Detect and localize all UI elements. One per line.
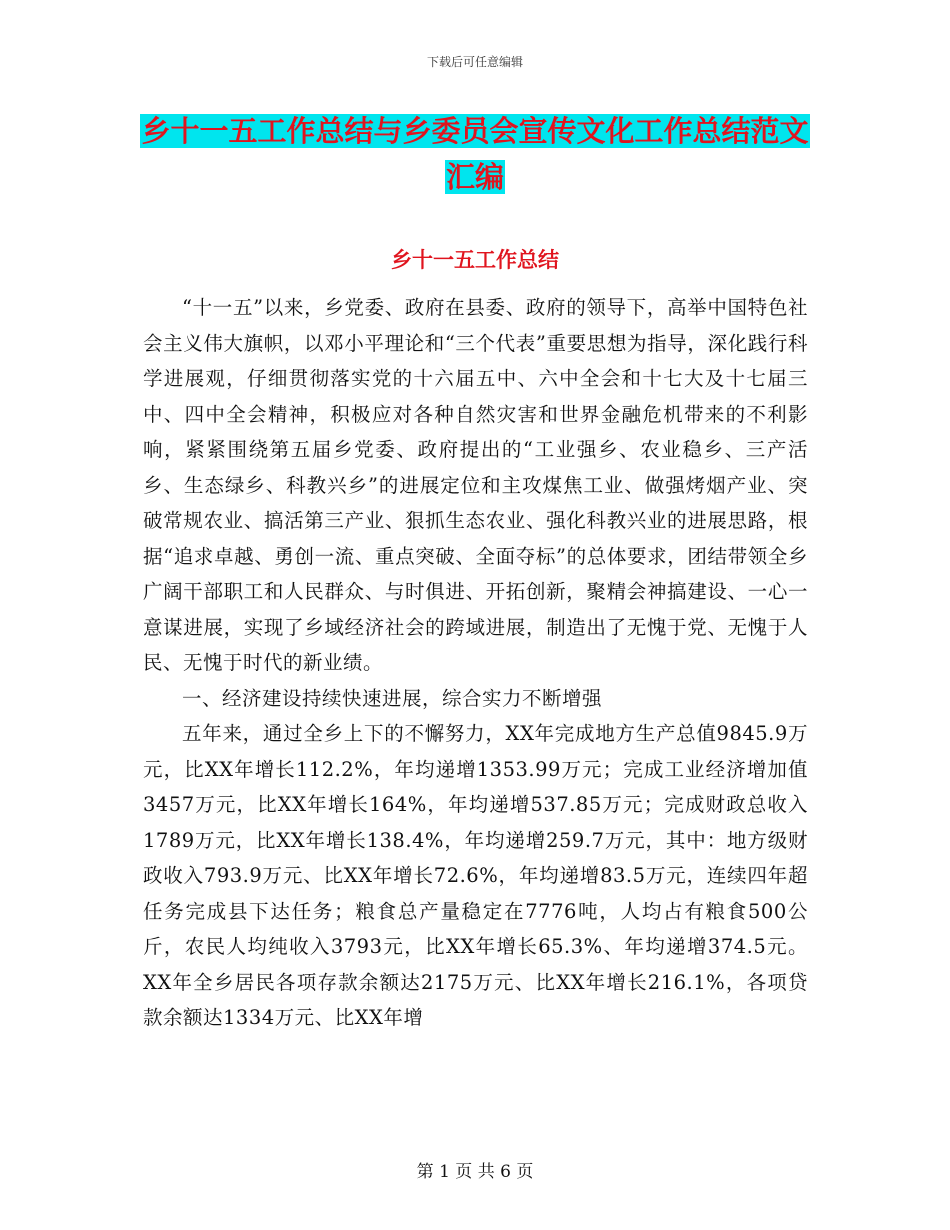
paragraph-heading-economy: 一、经济建设持续快速进展，综合实力不断增强	[182, 686, 603, 710]
page-footer: 第 1 页 共 6 页	[416, 1162, 534, 1182]
header-note: 下载后可任意编辑	[426, 55, 523, 69]
section-title: 乡十一五工作总结	[391, 248, 559, 272]
paragraph-economy: 五年来，通过全乡上下的不懈努力，XX年完成地方生产总值9845.9万元，比XX年增长112.2%，年均递增1353.99万元；完成工业经济增加值3457万元，比XX年增长164%，年均递增537.85万元；完成财政总收入1789万元，比XX年增长138.4%，年均递增259.7万元，其中：地方级财政收入793.9万元、比XX年增长72.6%，年均递增83.5万元，连续四年超任务完成县下达任务；粮食总产量稳定在7776吨，人均占有粮食500公斤，农民人均纯收入3793元，比XX年增长65.3%、年均递增374.5元。XX年全乡居民各项存款余额达2175万元、比XX年增长216.1%，各项贷款余额达1334万元、比XX年增	[143, 722, 808, 1029]
document-title	[140, 108, 810, 200]
document-title-line-2: 汇编	[445, 160, 504, 194]
document-title-line-1: 乡十一五工作总结与乡委员会宣传文化工作总结范文	[141, 114, 809, 148]
paragraph-intro: “十一五”以来，乡党委、政府在县委、政府的领导下，高举中国特色社会主义伟大旗帜，以邓小平理论和“三个代表”重要思想为指导，深化践行科学进展观，仔细贯彻落实党的十六届五中、六中全会和十七大及十七届三中、四中全会精神，积极应对各种自然灾害和世界金融危机带来的不利影响，紧紧围绕第五届乡党委、政府提出的“工业强乡、农业稳乡、三产活乡、生态绿乡、科教兴乡”的进展定位和主攻煤焦工业、做强烤烟产业、突破常规农业、搞活第三产业、狠抓生态农业、强化科教兴业的进展思路，根据“追求卓越、勇创一流、重点突破、全面夺标”的总体要求，团结带领全乡广阔干部职工和人民群众、与时俱进、开拓创新，聚精会神搞建设、一心一意谋进展，实现了乡域经济社会的跨域进展，制造出了无愧于党、无愧于人民、无愧于时代的新业绩。	[143, 296, 808, 674]
body-text	[143, 290, 808, 1036]
